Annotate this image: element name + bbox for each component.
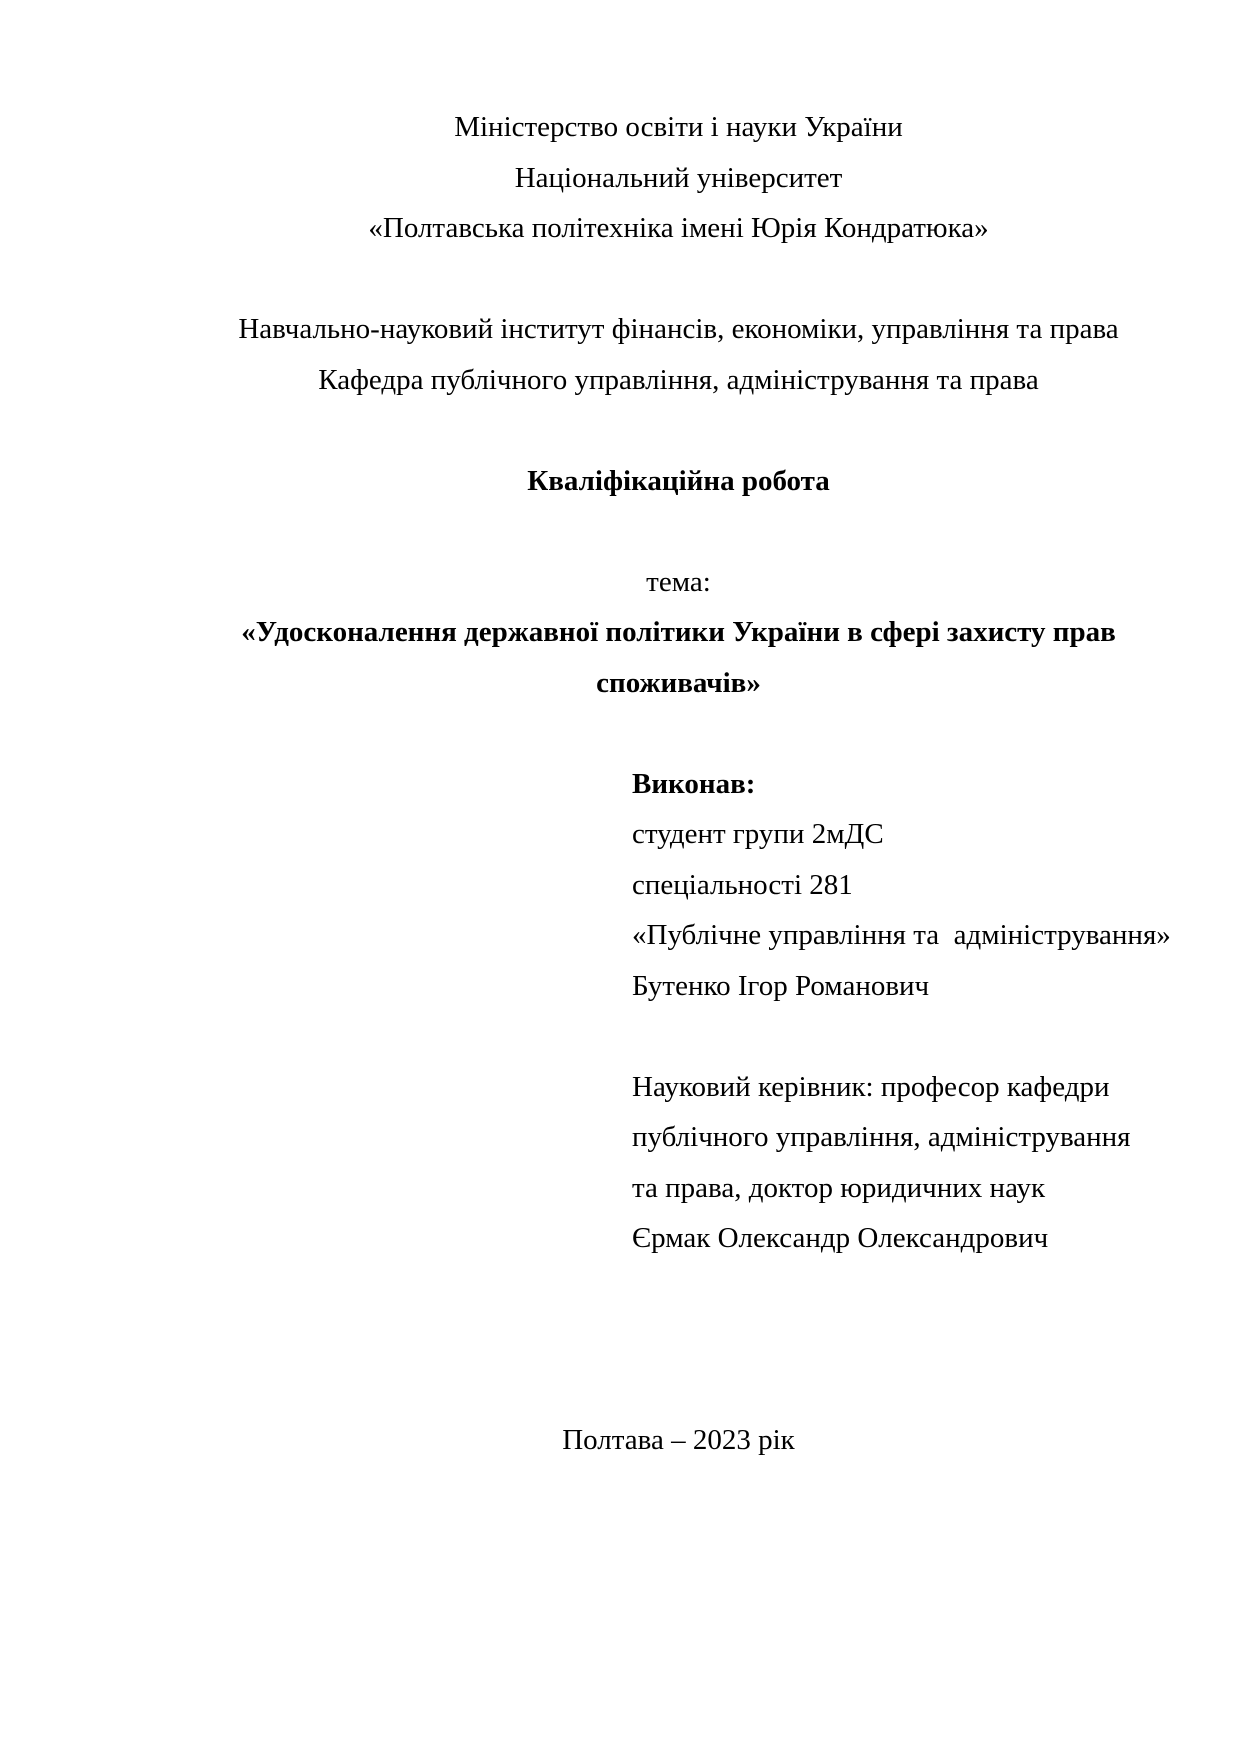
- theme-block: [177, 557, 1180, 709]
- work-title-line-2: споживачів»: [596, 666, 761, 699]
- ministry-line: Міністерство освіти і науки України: [454, 111, 903, 143]
- supervisor-line-2: публічного управління, адміністрування: [632, 1121, 1131, 1153]
- institute-line: Навчально-науковий інститут фінансів, економіки, управління та права: [238, 313, 1119, 345]
- supervisor-line-1: Науковий керівник: професор кафедри: [632, 1070, 1110, 1103]
- header-block: [177, 102, 1180, 254]
- executor-group-line: студент групи 2мДС: [632, 818, 884, 850]
- executor-name-line: Бутенко Ігор Романович: [632, 969, 930, 1002]
- university-name-line: «Полтавська політехніка імені Юрія Кондратюка»: [368, 212, 989, 244]
- supervisor-line-3: та права, доктор юридичних наук: [632, 1171, 1046, 1204]
- institution-block: [177, 304, 1180, 405]
- work-title-line-1: «Удосконалення державної політики України в сфері захисту прав: [241, 616, 1116, 648]
- supervisor-block: [632, 1062, 1180, 1264]
- city-year-line: Полтава – 2023 рік: [562, 1424, 795, 1456]
- executor-block: [632, 759, 1180, 1012]
- university-line: Національний університет: [514, 161, 843, 194]
- theme-label: тема:: [646, 565, 711, 598]
- work-type-heading: Кваліфікаційна робота: [527, 464, 830, 497]
- executor-specialty-line: спеціальності 281: [632, 868, 853, 901]
- executor-specialty-name-line: «Публічне управління та адміністрування»: [632, 919, 1171, 951]
- executor-heading: Виконав:: [632, 767, 756, 800]
- department-line: Кафедра публічного управління, адміністрування та права: [318, 363, 1039, 396]
- supervisor-name-line: Єрмак Олександр Олександрович: [632, 1222, 1049, 1254]
